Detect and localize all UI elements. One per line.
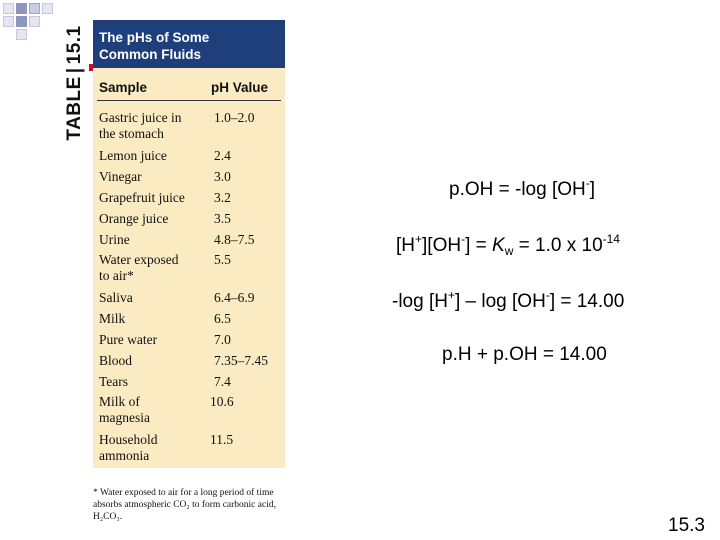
deco-square <box>16 3 27 14</box>
sample-cell: Vinegar <box>99 169 142 184</box>
sample-cell: Milk of magnesia <box>99 394 150 425</box>
column-header-sample: Sample <box>99 80 148 95</box>
eq-sup: - <box>585 176 590 190</box>
eq-text: p.OH = -log [OH <box>449 179 586 200</box>
eq-sup: -14 <box>602 232 620 246</box>
ph-cell: 10.6 <box>210 394 234 409</box>
eq-text: -log [H <box>392 291 448 312</box>
eq-text: ] <box>589 179 596 200</box>
ph-cell: 6.4–6.9 <box>214 290 255 305</box>
eq-sub: w <box>504 244 514 258</box>
eq-text: ] = 14.00 <box>549 291 625 312</box>
deco-square <box>16 29 27 40</box>
ph-cell: 6.5 <box>214 311 231 326</box>
ph-cell: 7.4 <box>214 374 231 389</box>
sample-cell: Tears <box>99 374 129 389</box>
table-label-word: TABLE <box>64 76 85 141</box>
ph-cell: 7.35–7.45 <box>214 353 268 368</box>
equation-kw <box>396 232 620 258</box>
eq-text: ] = <box>465 235 493 256</box>
ph-cell: 2.4 <box>214 148 231 163</box>
deco-square <box>3 16 14 27</box>
table-label <box>58 22 92 144</box>
equation-poh <box>449 176 595 201</box>
ph-cell: 4.8–7.5 <box>214 232 255 247</box>
sample-cell: Lemon juice <box>99 148 167 163</box>
slide-number: 15.3 <box>668 515 705 536</box>
deco-square <box>42 3 53 14</box>
deco-square <box>29 3 40 14</box>
sample-cell: Saliva <box>99 290 133 305</box>
eq-text: ] – log [OH <box>454 291 546 312</box>
header-divider <box>97 100 281 101</box>
ph-cell: 1.0–2.0 <box>214 110 255 125</box>
eq-text: [H <box>396 235 415 256</box>
table-footnote: * Water exposed to air for a long period of time absorbs atmospheric CO₂ to form carbonic acid, H₂CO₃. <box>93 488 276 522</box>
eq-sup: - <box>545 288 550 302</box>
column-header-ph: pH Value <box>211 80 269 95</box>
equation-ph-sum <box>442 344 607 366</box>
ph-cell: 11.5 <box>210 432 234 447</box>
deco-square <box>3 3 14 14</box>
ph-cell: 5.5 <box>214 252 231 267</box>
table-label-number: 15.1 <box>64 25 85 65</box>
sample-cell: Pure water <box>99 332 158 347</box>
ph-cell: 7.0 <box>214 332 231 347</box>
eq-text: ][OH <box>422 235 462 256</box>
eq-text: = 1.0 x 10 <box>513 235 603 256</box>
table-label-text: TABLE|15.1 <box>64 25 85 141</box>
ph-cell: 3.5 <box>214 211 231 226</box>
eq-sup: - <box>461 232 466 246</box>
eq-sup: + <box>447 288 455 302</box>
ph-table <box>93 20 285 468</box>
table-title: The pHs of Some Common Fluids <box>99 30 210 62</box>
sample-cell: Orange juice <box>99 211 169 226</box>
ph-cell: 3.2 <box>214 190 231 205</box>
sample-cell: Blood <box>99 353 133 368</box>
sample-cell: Water exposed to air* <box>99 252 179 283</box>
sample-cell: Household ammonia <box>99 432 158 463</box>
sample-cell: Gastric juice in the stomach <box>99 110 182 141</box>
sample-cell: Milk <box>99 311 126 326</box>
sample-cell: Urine <box>99 232 130 247</box>
deco-square <box>29 16 40 27</box>
deco-square <box>16 16 27 27</box>
eq-sup: + <box>415 232 423 246</box>
eq-kw-symbol: K <box>492 235 505 256</box>
eq-text: p.H + p.OH = 14.00 <box>442 344 607 365</box>
ph-cell: 3.0 <box>214 169 231 184</box>
table-header <box>93 20 285 68</box>
sample-cell: Grapefruit juice <box>99 190 185 205</box>
equation-log-sum <box>392 288 624 313</box>
